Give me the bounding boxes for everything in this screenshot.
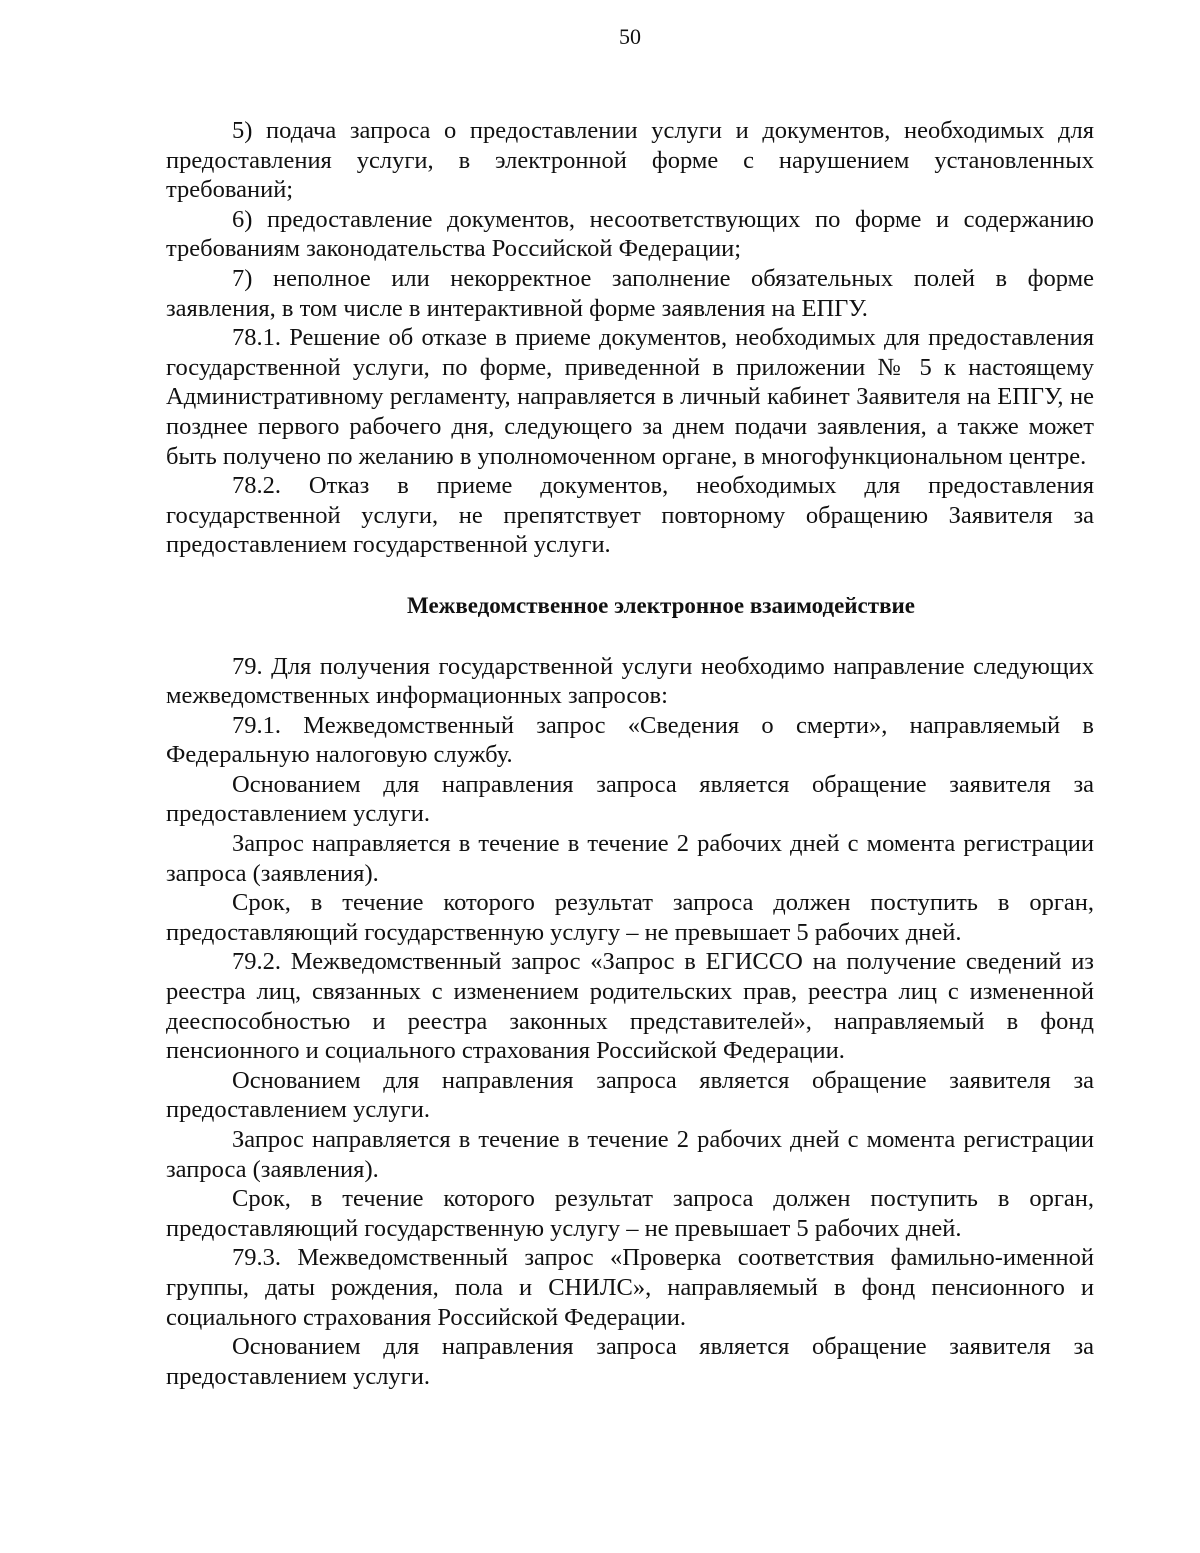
page-number: 50	[619, 24, 641, 49]
paragraph-79-1-timing: Запрос направляется в течение в течение 2 рабочих дней с момента регистрации запроса (заявления).	[166, 830, 1094, 887]
paragraph-item-7: 7) неполное или некорректное заполнение обязательных полей в форме заявления, в том числе в интерактивной форме заявления на ЕПГУ.	[166, 264, 1094, 322]
paragraph-79-2: 79.2. Межведомственный запрос «Запрос в ЕГИССО на получение сведений из реестра лиц, связанных с изменением родительских прав, реестра лиц с измененной дееспособностью и реестра законных представителей», направляемый в фонд пенсионного и социального страхования Российской Федерации.	[166, 948, 1094, 1065]
paragraph-79-2-timing: Запрос направляется в течение в течение 2 рабочих дней с момента регистрации запроса (заявления).	[166, 1126, 1094, 1183]
paragraph-79-1-deadline: Срок, в течение которого результат запроса должен поступить в орган, предоставляющий государственную услугу – не превышает 5 рабочих дней.	[166, 889, 1094, 946]
document-body	[166, 116, 1094, 1391]
paragraph-78-1: 78.1. Решение об отказе в приеме документов, необходимых для предоставления государственной услуги, по форме, приведенной в приложении № 5 к настоящему Административному регламенту, направляется в личный кабинет Заявителя на ЕПГУ, не позднее первого рабочего дня, следующего за днем подачи заявления, а также может быть получено по желанию в уполномоченном органе, в многофункциональном центре.	[166, 324, 1094, 470]
paragraph-item-5: 5) подача запроса о предоставлении услуги и документов, необходимых для предоставления услуги, в электронной форме с нарушением установленных требований;	[166, 117, 1094, 204]
paragraph-78-2: 78.2. Отказ в приеме документов, необходимых для предоставления государственной услуги, не препятствует повторному обращению Заявителя за предоставлением государственной услуги.	[166, 472, 1094, 559]
paragraph-79-3: 79.3. Межведомственный запрос «Проверка соответствия фамильно-именной группы, даты рождения, пола и СНИЛС», направляемый в фонд пенсионного и социального страхования Российской Федерации.	[166, 1244, 1094, 1331]
paragraph-79: 79. Для получения государственной услуги необходимо направление следующих межведомственных информационных запросов:	[166, 652, 1094, 710]
section-heading: Межведомственное электронное взаимодействие	[407, 592, 915, 618]
paragraph-79-3-basis: Основанием для направления запроса является обращение заявителя за предоставлением услуги.	[166, 1333, 1094, 1390]
paragraph-79-1: 79.1. Межведомственный запрос «Сведения о смерти», направляемый в Федеральную налоговую службу.	[166, 711, 1094, 769]
paragraph-79-2-deadline: Срок, в течение которого результат запроса должен поступить в орган, предоставляющий государственную услугу – не превышает 5 рабочих дней.	[166, 1185, 1094, 1242]
paragraph-79-1-basis: Основанием для направления запроса является обращение заявителя за предоставлением услуги.	[166, 770, 1094, 828]
paragraph-item-6: 6) предоставление документов, несоответствующих по форме и содержанию требованиям законодательства Российской Федерации;	[166, 205, 1094, 263]
paragraph-79-2-basis: Основанием для направления запроса является обращение заявителя за предоставлением услуги.	[166, 1066, 1094, 1124]
